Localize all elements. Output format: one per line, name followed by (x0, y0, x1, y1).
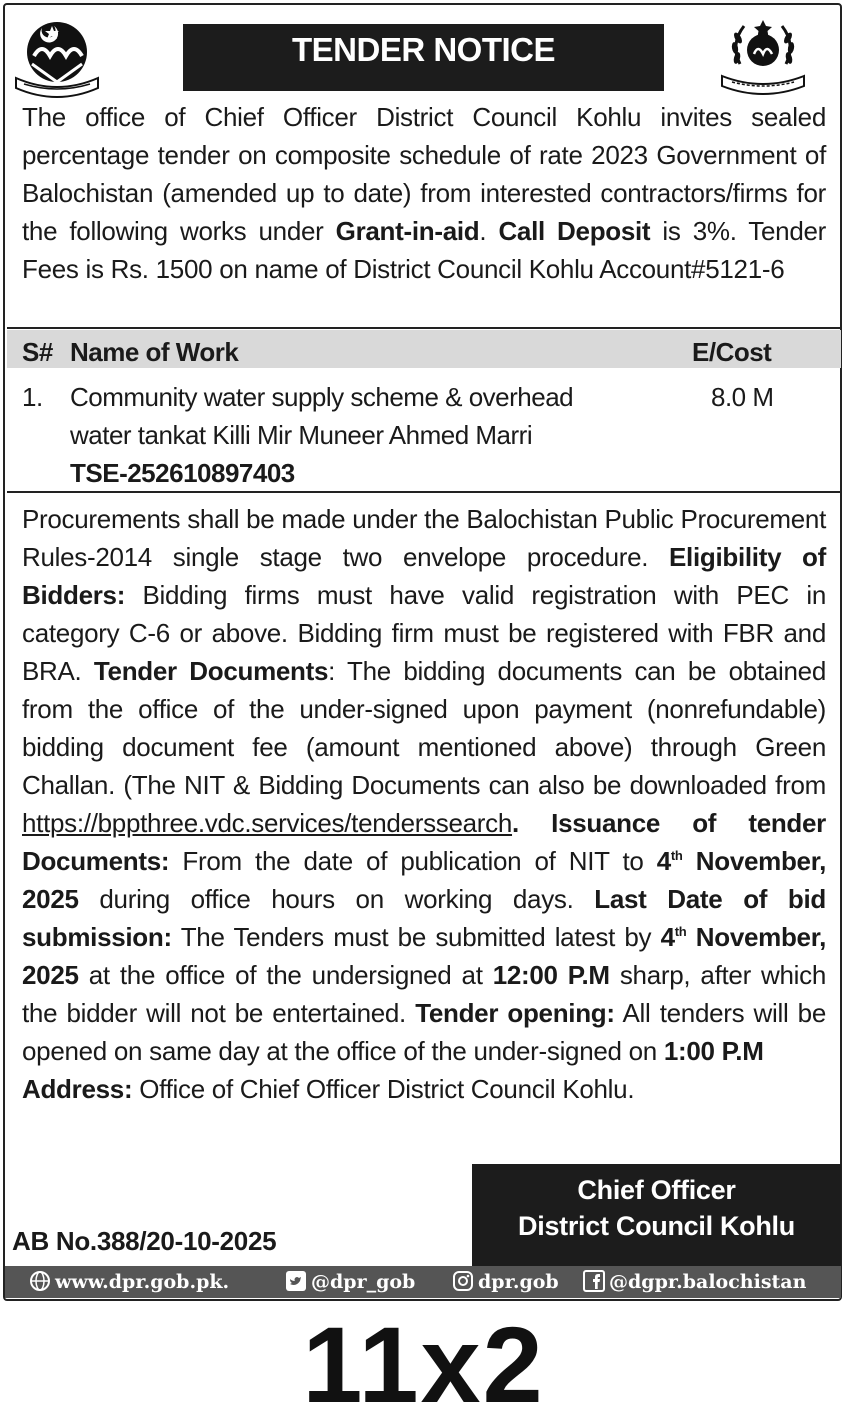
submission-date-suffix: th (674, 924, 687, 939)
body-text: during office hours on working days. (78, 884, 595, 914)
signature-block (472, 1164, 841, 1267)
issuance-date-suffix: th (670, 848, 683, 863)
header-sn: S# (22, 337, 53, 367)
submission-time: 12:00 P.M (492, 960, 610, 990)
intro-text: . (479, 216, 499, 246)
row-sn: 1. (22, 382, 43, 412)
footer-web[interactable] (29, 1266, 229, 1298)
body-text: sharp, after which the bidder will not be entertained. (22, 960, 826, 1028)
signatory-office: District Council Kohlu (518, 1211, 795, 1241)
notice-title: TENDER NOTICE (183, 24, 664, 91)
address-label: Address: (22, 1074, 133, 1104)
header-cost: E/Cost (692, 337, 772, 367)
footer-social-bar (5, 1266, 841, 1298)
footer-facebook[interactable] (583, 1266, 806, 1298)
address-text: Office of Chief Officer District Council Kohlu. (132, 1074, 635, 1104)
terms-body (22, 500, 826, 1108)
footer-web-text: www.dpr.gob.pk. (55, 1271, 230, 1293)
address-paragraph (22, 1070, 826, 1108)
table-top-rule (7, 327, 841, 329)
row-work-line1: Community water supply scheme & overhead (70, 382, 574, 412)
body-text: From the date of publication of NIT to (169, 846, 657, 876)
body-text: The Tenders must be submitted latest by (171, 922, 661, 952)
eligibility-label: Eligibility of Bidders: (22, 542, 826, 610)
issuance-label: Issuance of tender Documents: (22, 808, 826, 876)
opening-time: 1:00 P.M (663, 1036, 764, 1066)
submission-date: November, 2025 (22, 922, 827, 990)
intro-text: is 3%. Tender Fees is Rs. 1500 on name of District Council Kohlu Account#5121-6 (22, 216, 826, 284)
table-bottom-rule (7, 491, 841, 493)
twitter-icon (285, 1270, 307, 1292)
row-work-line2: water tankat Killi Mir Muneer Ahmed Marri (70, 420, 533, 450)
instagram-icon (452, 1270, 474, 1292)
footer-instagram[interactable] (452, 1266, 559, 1298)
call-deposit-label: Call Deposit (498, 216, 651, 246)
row-cost: 8.0 M (711, 382, 774, 412)
intro-text: The office of Chief Officer District Council Kohlu invites sealed percentage tender on composite schedule of rate 2023 Government of Balochistan (amended up to date) from interested contractors/firms for the following works under (22, 102, 826, 246)
signatory-title: Chief Officer (577, 1175, 736, 1205)
body-text: : The bidding documents can be obtained from the office of the under-signed upon payment (nonrefundable) bidding document fee (amount mentioned above) through Green Challan. (The NIT & Bidding Documents can also be downloaded from (22, 656, 826, 800)
submission-date-day: 4 (660, 922, 675, 952)
district-emblem-left-icon (12, 14, 102, 104)
globe-icon (29, 1270, 51, 1292)
ad-size-label: 11x2 (302, 1304, 545, 1425)
intro-paragraph (22, 98, 826, 288)
body-text: at the office of the undersigned at (78, 960, 493, 990)
footer-instagram-text: dpr.gob (478, 1271, 559, 1293)
terms-paragraph (22, 500, 826, 1070)
issuance-date: November, 2025 (22, 846, 827, 914)
issuance-date-day: 4 (656, 846, 671, 876)
header-name-of-work: Name of Work (70, 337, 239, 367)
footer-twitter-text: @dpr_gob (311, 1271, 416, 1293)
tender-search-link[interactable]: https://bppthree.vdc.services/tenderssearch (22, 808, 513, 838)
facebook-icon (583, 1270, 605, 1292)
footer-twitter[interactable] (285, 1266, 415, 1298)
last-date-label: Last Date of bid submission: (22, 884, 826, 952)
ab-number: AB No.388/20-10-2025 (12, 1226, 277, 1256)
grant-in-aid-label: Grant-in-aid (335, 216, 480, 246)
body-text: All tenders will be opened on same day at the office of the under-signed on (22, 998, 826, 1066)
body-text: Bidding firms must have valid registration with PEC in category C-6 or above. Bidding firm must be registered with FBR and BRA. (22, 580, 826, 686)
dgpr-emblem-right-icon (718, 14, 808, 104)
row-tse-number: TSE-252610897403 (70, 458, 295, 488)
tender-documents-label: Tender Documents (93, 656, 329, 686)
tender-opening-label: Tender opening: (415, 998, 615, 1028)
body-text: Procurements shall be made under the Balochistan Public Procurement Rules-2014 single stage two envelope procedure. (22, 504, 826, 572)
footer-facebook-text: @dgpr.balochistan (609, 1271, 807, 1293)
body-text: . (512, 808, 519, 838)
